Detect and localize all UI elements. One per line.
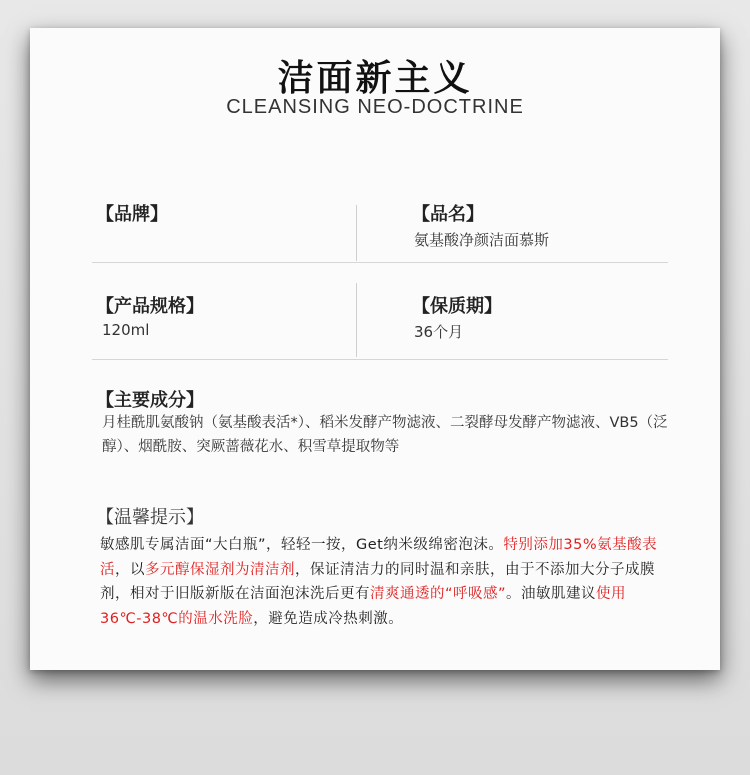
tips-segment: ，避免造成冷热刺激。 [253, 610, 404, 627]
size-label: 【产品规格】 [96, 296, 204, 317]
ingredients-text: 月桂酰肌氨酸钠（氨基酸表活*）、稻米发酵产物滤液、二裂酵母发酵产物滤液、VB5（泛醇）、烟酰胺、突厥蔷薇花水、积雪草提取物等 [102, 415, 668, 455]
tips-highlight: 使用36℃-38℃的温水洗脸 [100, 586, 627, 627]
tips-segment: ，以 [115, 561, 145, 578]
size-value: 120ml [102, 321, 150, 339]
product-name-value: 氨基酸净颜洁面慕斯 [414, 231, 550, 249]
tips-highlight: 多元醇保湿剂为清洁剂 [145, 561, 295, 578]
row-divider [92, 262, 668, 263]
tips-segment: ，保证清洁力的同时温和亲肤，由于不添加大分子成膜剂，相对于旧版新版在洁面泡沫洗后更有 [100, 561, 655, 602]
shelf-life-label: 【保质期】 [412, 296, 502, 317]
tips-highlight: 特别添加35%氨基酸表活 [100, 537, 658, 578]
product-name-label: 【品名】 [412, 204, 484, 225]
row-divider [92, 359, 668, 360]
brand-label: 【品牌】 [96, 204, 168, 225]
tips-highlight: 清爽通透的“呼吸感” [370, 586, 507, 602]
shelf-life-value: 36个月 [414, 323, 464, 341]
page-title: 洁面新主义 [277, 58, 473, 99]
tips-text [100, 533, 680, 631]
ingredients-label: 【主要成分】 [96, 390, 204, 411]
tips-label: 【温馨提示】 [96, 507, 204, 528]
page-subtitle: CLEANSING NEO-DOCTRINE [226, 96, 524, 118]
column-divider [356, 205, 357, 261]
tips-segment: 敏感肌专属洁面“大白瓶”，轻轻一按，Get纳米级绵密泡沫。 [100, 537, 504, 553]
tips-segment: 。油敏肌建议 [506, 586, 597, 602]
column-divider [356, 283, 357, 357]
